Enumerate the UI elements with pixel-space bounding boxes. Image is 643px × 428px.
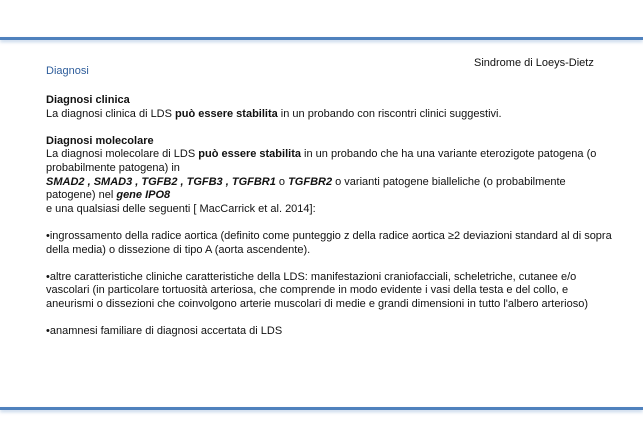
clinical-text-bold: può essere stabilita — [175, 107, 278, 120]
molecular-text-after: in un probando che ha una variante eterozigote patogena (o probabilmente patogena) in — [46, 148, 597, 174]
document-body — [46, 94, 616, 339]
criterion-aortic: •ingrossamento della radice aortica (definito come punteggio z della radice aortica ≥2 deviazioni standard al di sopra della media) o dissezione di tipo A (aorta ascendente). — [46, 229, 612, 256]
gene-list-text: o varianti patogene bialleliche (o probabilmente patogene) nel — [46, 175, 566, 202]
top-divider — [0, 37, 643, 40]
spacer — [46, 216, 616, 230]
molecular-text-bold: può essere stabilita — [198, 148, 301, 161]
clinical-text-after: in un probando con riscontri clinici suggestivi. — [277, 107, 502, 120]
gene-tgfbr2: TGFBR2 — [288, 175, 333, 188]
criterion-family-history: •anamnesi familiare di diagnosi accertata di LDS — [46, 325, 283, 338]
gene-separator: , — [177, 175, 187, 188]
molecular-heading: Diagnosi molecolare — [46, 134, 154, 147]
clinical-text-before: La diagnosi clinica di LDS — [46, 107, 176, 120]
gene-smad2: SMAD2 — [46, 175, 85, 188]
gene-separator: o — [275, 175, 289, 188]
gene-list — [46, 176, 616, 203]
bottom-divider — [0, 407, 643, 410]
gene-tgfb2: TGFB2 — [141, 175, 178, 188]
gene-ipo8: gene IPO8 — [116, 189, 171, 202]
gene-separator: , — [222, 175, 232, 188]
gene-separator: , — [132, 175, 142, 188]
gene-smad3: SMAD3 — [93, 175, 133, 188]
gene-tgfb3: TGFB3 — [186, 175, 223, 188]
molecular-text-before: La diagnosi molecolare di LDS — [46, 148, 199, 161]
clinical-heading: Diagnosi clinica — [46, 94, 130, 106]
molecular-paragraph — [46, 148, 616, 175]
document-title: Sindrome di Loeys-Dietz — [474, 57, 594, 69]
molecular-criteria-intro: e una qualsiasi delle seguenti [ MacCarrick et al. 2014]: — [46, 202, 316, 215]
spacer — [46, 121, 616, 135]
gene-tgfbr1: TGFBR1 — [231, 175, 276, 188]
criterion-clinical-features: •altre caratteristiche cliniche caratteristiche della LDS: manifestazioni craniofacciali, scheletriche, cutanee e/o vascolari (in particolare tortuosità arteriosa, che comprende in modo evidente i vasi della testa e del collo, e aneurismi o dissezioni che coinvolgono arterie muscolari di medie e grandi dimensioni in tutto l'albero arterioso) — [46, 270, 588, 310]
spacer — [46, 312, 616, 326]
spacer — [46, 257, 616, 271]
gene-separator: , — [84, 175, 94, 188]
clinical-paragraph — [46, 108, 616, 122]
section-label: Diagnosi — [46, 65, 89, 77]
